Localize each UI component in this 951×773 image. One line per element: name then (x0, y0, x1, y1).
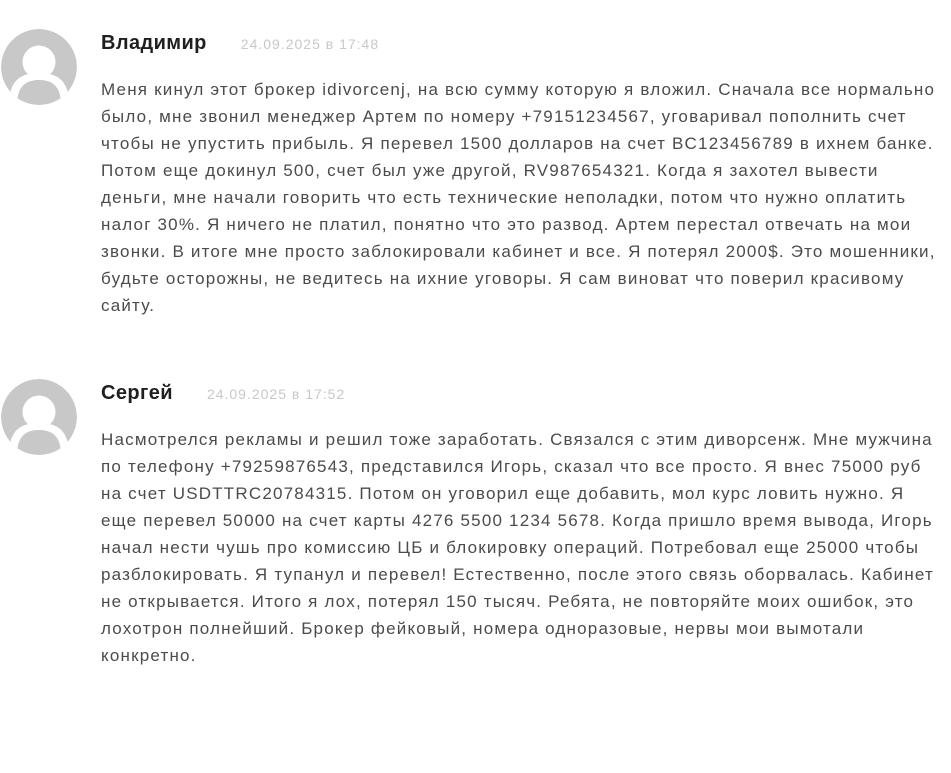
avatar (1, 379, 77, 455)
user-silhouette-icon (1, 29, 77, 105)
avatar (1, 29, 77, 105)
comment-meta (101, 379, 937, 405)
comment-body: Меня кинул этот брокер idivorcenj, на всю сумму которую я вложил. Сначала все нормально было, мне звонил менеджер Артем по номеру +79151234567, уговаривал пополнить счет чтобы не упустить прибыль. Я перевел 1500 долларов на счет BC123456789 в ихнем банке. Потом еще докинул 500, счет был уже другой, RV987654321. Когда я захотел вывести деньги, мне начали говорить что есть технические неполадки, потом что нужно оплатить налог 30%. Я ничего не платил, понятно что это развод. Артем перестал отвечать на мои звонки. В итоге мне просто заблокировали кабинет и все. Я потерял 2000$. Это мошенники, будьте осторожны, не ведитесь на ихние уговоры. Я сам виноват что поверил красивому сайту. (101, 80, 936, 315)
comment-content (101, 379, 937, 669)
comment (1, 379, 937, 669)
comment-author: Владимир (101, 32, 207, 54)
comment-meta (101, 29, 937, 55)
comment-content (101, 29, 937, 319)
comment (1, 29, 937, 319)
user-silhouette-icon (1, 379, 77, 455)
comment-timestamp: 24.09.2025 в 17:48 (240, 36, 380, 52)
comment-body: Насмотрелся рекламы и решил тоже заработать. Связался с этим диворсенж. Мне мужчина по телефону +79259876543, представился Игорь, сказал что все просто. Я внес 75000 руб на счет USDTTRC20784315. Потом он уговорил еще добавить, мол курс ловить нужно. Я еще перевел 50000 на счет карты 4276 5500 1234 5678. Когда пришло время вывода, Игорь начал нести чушь про комиссию ЦБ и блокировку операций. Потребовал еще 25000 чтобы разблокировать. Я тупанул и перевел! Естественно, после этого связь оборвалась. Кабинет не открывается. Итого я лох, потерял 150 тысяч. Ребята, не повторяйте моих ошибок, это лохотрон полнейший. Брокер фейковый, номера одноразовые, нервы мои вымотали конкретно. (101, 430, 935, 665)
comment-timestamp: 24.09.2025 в 17:52 (206, 386, 346, 402)
comment-author: Сергей (101, 382, 173, 404)
